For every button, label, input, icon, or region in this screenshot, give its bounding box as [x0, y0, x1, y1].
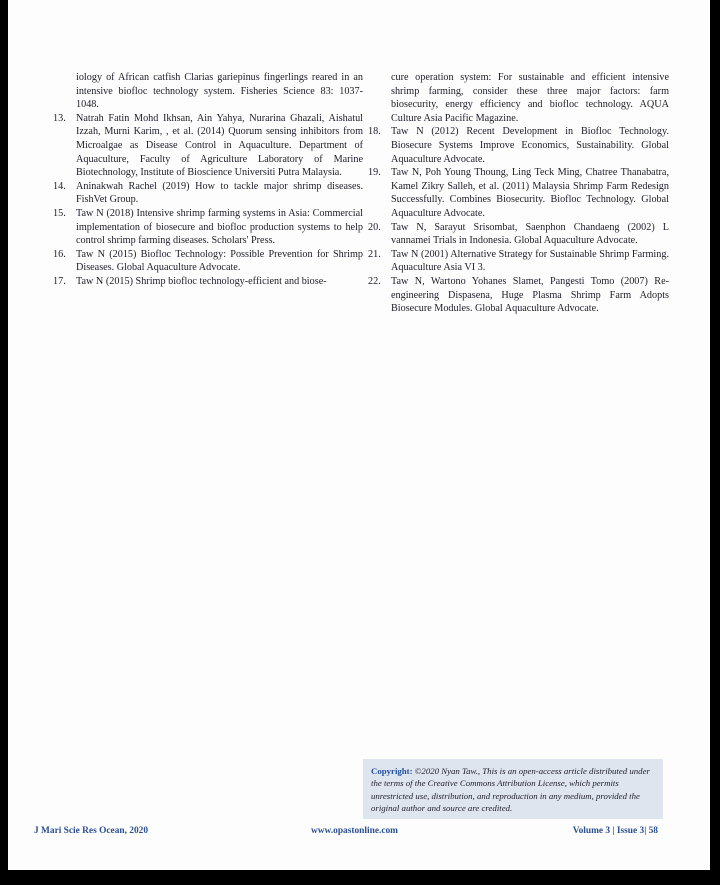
reference-number: 15.: [53, 207, 66, 219]
reference-text: Aninakwah Rachel (2019) How to tackle major shrimp diseases. FishVet Group.: [76, 180, 363, 206]
footer-volume-issue-page: Volume 3 | Issue 3| 58: [572, 826, 658, 836]
reference-text: Taw N (2001) Alternative Strategy for Sustainable Shrimp Farming. Aquaculture Asia VI 3.: [391, 248, 669, 274]
reference-item: [368, 248, 669, 275]
copyright-text: ©2020 Nyan Taw., This is an open-access article distributed under the terms of the Creative Commons Attribution License, which permits unrestricted use, distribution, and reproduction in any medium, provided the original author and source are credited.: [371, 766, 650, 814]
reference-item: [368, 125, 669, 166]
reference-item: [53, 275, 363, 289]
reference-number: 18.: [368, 126, 381, 138]
reference-continuation: iology of African catfish Clarias gariepinus fingerlings reared in an intensive biofloc technology system. Fisheries Science 83: 1037-1048.: [76, 72, 363, 111]
footer-website[interactable]: www.opastonline.com: [311, 826, 398, 836]
reference-item: [53, 112, 363, 180]
reference-item: [53, 207, 363, 248]
reference-text: Taw N, Poh Young Thoung, Ling Teck Ming, Chatree Thanabatra, Kamel Zikry Salleh, et al. (2011) Malaysia Shrimp Farm Redesign Successfully. Combines Biosecurity. Biofloc Technology. Global Aquaculture Advocate.: [391, 167, 669, 219]
reference-number: 21.: [368, 248, 381, 260]
reference-number: 22.: [368, 275, 381, 287]
reference-number: 17.: [53, 275, 66, 287]
reference-text: Taw N, Sarayut Srisombat, Saenphon Chandaeng (2002) L vannamei Trials in Indonesia. Global Aquaculture Advocate.: [391, 221, 669, 247]
reference-item: [53, 248, 363, 275]
footer-journal: J Mari Scie Res Ocean, 2020: [34, 826, 149, 836]
reference-text: Taw N (2015) Shrimp biofloc technology-efficient and biose-: [76, 275, 327, 287]
reference-number: 20.: [368, 221, 381, 233]
references-right-column: [368, 71, 669, 316]
reference-number: 14.: [53, 180, 66, 192]
reference-text: Taw N, Wartono Yohanes Slamet, Pangesti Tomo (2007) Re-engineering Dispasena, Huge Plasma Shrimp Farm Adopts Biosecure Modules. Global Aquaculture Advocate.: [391, 275, 669, 315]
journal-page: [8, 0, 710, 870]
reference-item: [368, 166, 669, 220]
reference-text: Taw N (2018) Intensive shrimp farming systems in Asia: Commercial implementation of biosecure and biofloc production systems to help control shrimp farming diseases. Scholars' Press.: [76, 207, 363, 247]
reference-number: 16.: [53, 248, 66, 260]
references-left-column: [53, 71, 363, 289]
copyright-notice: [363, 759, 663, 819]
reference-item: [53, 180, 363, 207]
reference-text: Taw N (2015) Biofloc Technology: Possible Prevention for Shrimp Diseases. Global Aquaculture Advocate.: [76, 248, 363, 274]
reference-continuation: cure operation system: For sustainable and efficient intensive shrimp farming, consider these three major factors: farm biosecurity, energy efficiency and biofloc technology. AQUA Culture Asia Pacific Magazine.: [391, 72, 669, 124]
reference-number: 19.: [368, 167, 381, 179]
reference-text: Taw N (2012) Recent Development in Biofloc Technology. Biosecure Systems Improve Economics, Sustainability. Global Aquaculture Advocate.: [391, 126, 669, 165]
reference-item: [368, 275, 669, 316]
reference-number: 13.: [53, 112, 66, 124]
reference-text: Natrah Fatin Mohd Ikhsan, Ain Yahya, Nurarina Ghazali, Aishatul Izzah, Murni Karim, , et al. (2014) Quorum sensing inhibitors from Microalgae as Disease Control in Aquaculture. Department of Aquaculture, Faculty of Agriculture Laboratory of Marine Biotechnology, Institute of Bioscience Universiti Putra Malaysia.: [76, 112, 363, 179]
copyright-label: Copyright:: [371, 766, 413, 776]
reference-item: [368, 221, 669, 248]
